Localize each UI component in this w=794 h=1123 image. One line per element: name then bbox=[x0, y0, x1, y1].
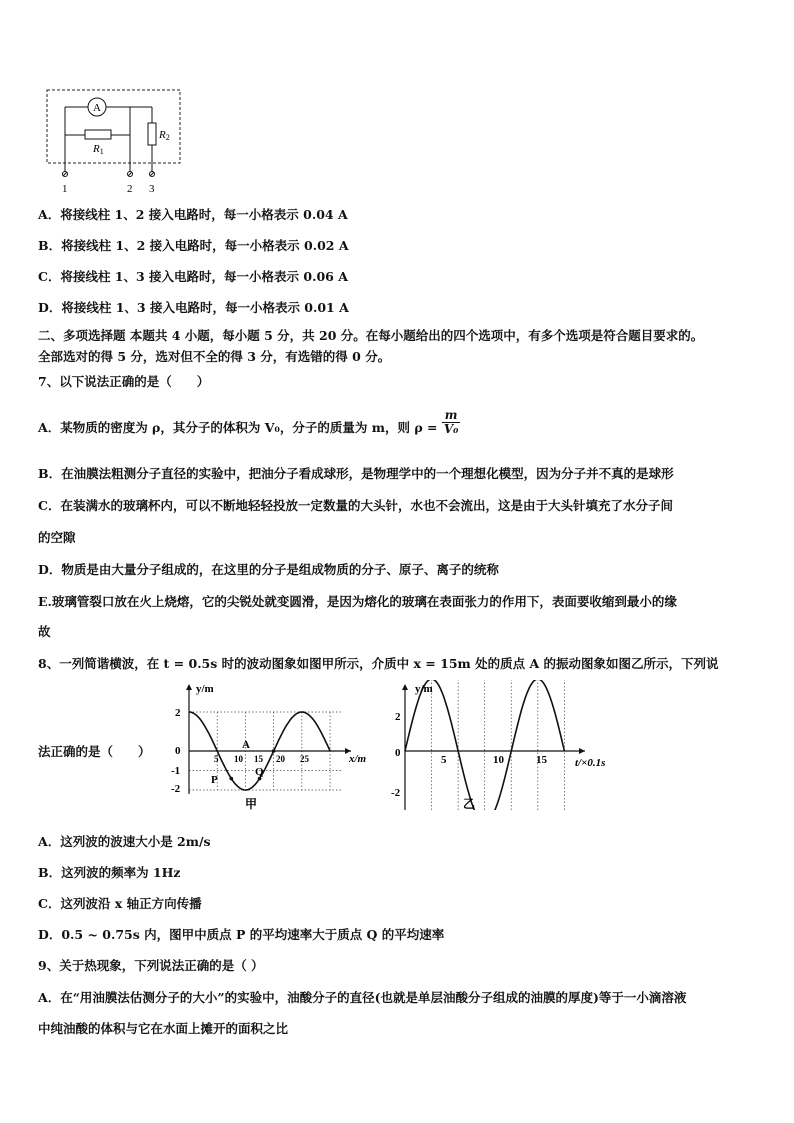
terminal-2-label: 2 bbox=[127, 183, 133, 195]
jia-y-tick-2: 2 bbox=[175, 707, 181, 719]
jia-point-q-label: Q bbox=[255, 766, 264, 778]
yi-x-tick-10: 10 bbox=[493, 754, 504, 766]
ammeter-label: A bbox=[93, 102, 101, 114]
q8-option-a: A．这列波的波速大小是 2m/s bbox=[38, 834, 211, 849]
q6-option-b: B．将接线柱 1、2 接入电路时，每一小格表示 0.02 A bbox=[38, 238, 349, 253]
q6-option-d: D．将接线柱 1、3 接入电路时，每一小格表示 0.01 A bbox=[38, 300, 349, 315]
yi-x-tick-5: 5 bbox=[441, 754, 447, 766]
jia-x-tick-5: 5 bbox=[214, 754, 219, 764]
q7-option-d: D．物质是由大量分子组成的，在这里的分子是组成物质的分子、原子、离子的统称 bbox=[38, 562, 499, 577]
jia-y-tick-0: 0 bbox=[175, 745, 181, 757]
yi-x-axis-label: t/×0.1s bbox=[575, 757, 606, 769]
section2-line2: 全部选对的得 5 分，选对但不全的得 3 分，有选错的得 0 分。 bbox=[38, 349, 391, 364]
terminal-1-label: 1 bbox=[62, 183, 68, 195]
yi-y-tick-0: 0 bbox=[395, 747, 401, 759]
q7-stem: 7、以下说法正确的是（ ） bbox=[38, 374, 210, 389]
jia-y-arrow bbox=[186, 684, 192, 690]
resistor-r1 bbox=[85, 130, 111, 139]
circuit-diagram bbox=[40, 85, 190, 197]
jia-point-p-label: P bbox=[211, 774, 218, 786]
q9-option-a-line2: 中纯油酸的体积与它在水面上摊开的面积之比 bbox=[38, 1021, 289, 1036]
jia-y-tick-neg2: -2 bbox=[171, 783, 181, 795]
jia-caption: 甲 bbox=[245, 797, 258, 810]
q9-stem: 9、关于热现象，下列说法正确的是（ ） bbox=[38, 958, 264, 973]
resistor-r2 bbox=[148, 123, 156, 145]
q7-option-c-line2: 的空隙 bbox=[38, 530, 76, 545]
jia-x-tick-10: 10 bbox=[234, 754, 243, 764]
jia-y-axis-label: y/m bbox=[196, 683, 214, 695]
yi-y-tick-2: 2 bbox=[395, 711, 401, 723]
q7-fraction bbox=[442, 409, 461, 436]
q6-option-a: A．将接线柱 1、2 接入电路时，每一小格表示 0.04 A bbox=[38, 207, 348, 222]
yi-x-arrow bbox=[579, 748, 585, 754]
q7-option-a bbox=[38, 408, 460, 436]
dashed-box bbox=[47, 90, 180, 163]
yi-x-tick-15: 15 bbox=[536, 754, 547, 766]
jia-point-a-label: A bbox=[242, 739, 250, 751]
q6-option-c: C．将接线柱 1、3 接入电路时，每一小格表示 0.06 A bbox=[38, 269, 348, 284]
vibration-curve-yi bbox=[405, 680, 564, 810]
q8-option-d: D．0.5 ~ 0.75s 内，图甲中质点 P 的平均速率大于质点 Q 的平均速率 bbox=[38, 927, 445, 942]
r2-label: R2 bbox=[159, 129, 170, 142]
section2-line1: 二、多项选择题 本题共 4 小题，每小题 5 分，共 20 分。在每小题给出的四个选项中，有多个选项是符合题目要求的。 bbox=[38, 328, 704, 343]
q9-option-a-line1: A．在“用油膜法估测分子的大小”的实验中，油酸分子的直径(也就是单层油酸分子组成的油膜的厚度)等于一小滴溶液 bbox=[38, 990, 687, 1005]
yi-y-arrow bbox=[402, 684, 408, 690]
q7-option-e-line2: 故 bbox=[38, 624, 51, 639]
q7-fraction-den: V₀ bbox=[443, 422, 459, 436]
q8-option-c: C．这列波沿 x 轴正方向传播 bbox=[38, 896, 202, 911]
yi-caption: 乙 bbox=[463, 797, 476, 810]
q8-option-b: B．这列波的频率为 1Hz bbox=[38, 865, 181, 880]
q7-option-b: B．在油膜法粗测分子直径的实验中，把油分子看成球形，是物理学中的一个理想化模型，因为分子并不真的是球形 bbox=[38, 466, 674, 481]
q7-option-c-line1: C．在装满水的玻璃杯内，可以不断地轻轻投放一定数量的大头针，水也不会流出，这是由于大头针填充了水分子间 bbox=[38, 498, 673, 513]
jia-x-axis-label: x/m bbox=[349, 753, 367, 765]
vibration-graph-yi bbox=[385, 680, 625, 810]
q8-stem-line2: 法正确的是（ ） bbox=[38, 744, 151, 759]
r1-label: R1 bbox=[93, 143, 104, 156]
wave-graph-jia bbox=[165, 680, 375, 810]
q8-stem-line1: 8、一列简谐横波，在 t = 0.5s 时的波动图象如图甲所示，介质中 x = 15m 处的质点 A 的振动图象如图乙所示，下列说 bbox=[38, 656, 719, 671]
jia-x-tick-15: 15 bbox=[254, 754, 263, 764]
q7-option-e-line1: E.玻璃管裂口放在火上烧熔，它的尖锐处就变圆滑，是因为熔化的玻璃在表面张力的作用下，表面要收缩到最小的缘 bbox=[38, 594, 677, 609]
yi-y-axis-label: y/m bbox=[415, 683, 433, 695]
terminal-3-label: 3 bbox=[149, 183, 155, 195]
jia-x-tick-25: 25 bbox=[300, 754, 309, 764]
jia-x-tick-20: 20 bbox=[276, 754, 285, 764]
q7-option-a-text: A．某物质的密度为 ρ，其分子的体积为 V₀，分子的质量为 m，则 ρ = bbox=[38, 420, 438, 435]
q7-fraction-num: m bbox=[442, 409, 461, 423]
yi-y-tick-neg2: -2 bbox=[391, 787, 401, 799]
jia-y-tick-neg1: -1 bbox=[171, 765, 181, 777]
